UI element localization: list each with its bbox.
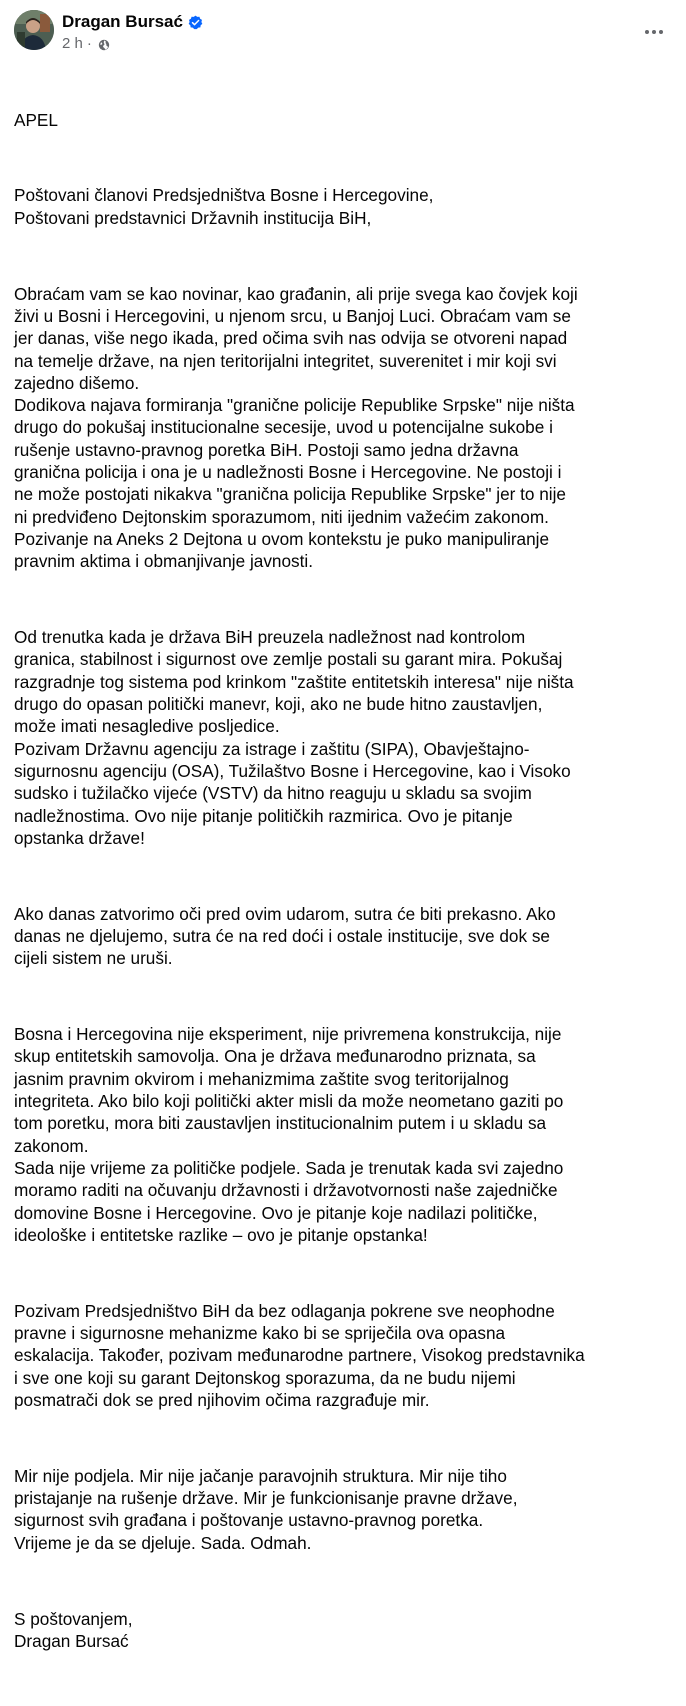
post-paragraph: Od trenutka kada je država BiH preuzela nadležnost nad kontrolom granica, stabilnost i sigurnost ove zemlje postali su garant mira. Pokušaj razgradnje tog sistema pod krinkom "zaštite entitetskih interesa" nije ništa drugo do opasan politički manevr, koji, ako ne bude hitno zaustavljen, može imati nesagledive posljedice. Pozivam Državnu agenciju za istrage i zaštitu (SIPA), Obavještajno- sigurnosnu agenciju (OSA), Tužilaštvo Bosne i Hercegovine, kao i Visoko sudsko i tužilačko vijeće (VSTV) da hitno reaguju u skladu sa svojim nadležnostima. Ovo nije pitanje političkih razmirica. Ovo je pitanje opstanka države! [14, 627, 574, 848]
post-timestamp[interactable]: 2 h [62, 35, 83, 52]
post-paragraph: Mir nije podjela. Mir nije jačanje paravojnih struktura. Mir nije tiho pristajanje na rušenje države. Mir je funkcionisanje pravne države, sigurnost svih građana i poštovanje ustavno-pravnog poretka. Vrijeme je da se djeluje. Sada. Odmah. [14, 1465, 518, 1553]
more-options-icon[interactable] [636, 18, 672, 46]
globe-icon[interactable] [98, 38, 110, 50]
avatar-image [14, 10, 54, 50]
post-paragraph-greeting: Poštovani članovi Predsjedništva Bosne i Hercegovine, Poštovani predstavnici Državnih institucija BiH, [14, 185, 434, 228]
post-signature: S poštovanjem, Dragan Bursać [14, 1608, 133, 1651]
meta-separator: · [86, 35, 92, 52]
post-body [14, 64, 676, 1706]
author-name[interactable]: Dragan Bursać [62, 12, 183, 31]
post-paragraph: Bosna i Hercegovina nije eksperiment, nije privremena konstrukcija, nije skup entitetskih samovolja. Ona je država međunarodno priznata, sa jasnim pravnim okvirom i mehanizmima zaštite svog teritorijalnog integriteta. Ako bilo koji politički akter misli da može neometano gaziti po tom poretku, mora biti zaustavljen institucionalnim putem i u skladu sa zakonom. Sada nije vrijeme za političke podjele. Sada je trenutak kada svi zajedno moramo raditi na očuvanju državnosti i državotvornosti naše zajedničke domovine Bosne i Hercegovine. Ovo je pitanje koje nadilazi političke, ideološke i entitetske razlike – ovo je pitanje opstanka! [14, 1024, 564, 1245]
author-block [62, 11, 203, 53]
post-header [14, 10, 672, 58]
post-paragraph-title: APEL [14, 109, 58, 130]
avatar[interactable] [14, 10, 54, 50]
post-paragraph: Pozivam Predsjedništvo BiH da bez odlaganja pokrene sve neophodne pravne i sigurnosne mehanizme kako bi se spriječila ova opasna eskalacija. Također, pozivam međunarodne partnere, Visokog predstavnika i sve one koji su garant Dejtonskog sporazuma, da ne budu nijemi posmatrači dok se pred njihovim očima razgrađuje mir. [14, 1300, 585, 1410]
author-row [62, 11, 203, 33]
post-paragraph: Obraćam vam se kao novinar, kao građanin, ali prije svega kao čovjek koji živi u Bosni i Hercegovini, u njenom srcu, u Banjoj Luci. Obraćam vam se jer danas, više nego ikada, pred očima svih nas odvija se otvoreni napad na temelje države, na njen teritorijalni integritet, suverenitet i mir koji svi zajedno dišemo. Dodikova najava formiranja "granične policije Republike Srpske" nije ništa drugo do pokušaj institucionalne secesije, uvod u potencijalne sukobe i rušenje ustavno-pravnog poretka BiH. Postoji samo jedna državna granična policija i ona je u nadležnosti Bosne i Hercegovine. Ne postoji i ne može postojati nikakva "granična policija Republike Srpske" jer to nije ni predviđeno Dejtonskim sporazumom, niti ijednim važećim zakonom. Pozivanje na Aneks 2 Dejtona u ovom kontekstu je puko manipuliranje pravnim aktima i obmanjivanje javnosti. [14, 283, 578, 572]
post-meta [62, 35, 203, 53]
post-paragraph: Ako danas zatvorimo oči pred ovim udarom, sutra će biti prekasno. Ako danas ne djelujemo, sutra će na red doći i ostale institucije, sve dok se cijeli sistem ne uruši. [14, 903, 556, 969]
verified-badge-icon [188, 15, 203, 30]
